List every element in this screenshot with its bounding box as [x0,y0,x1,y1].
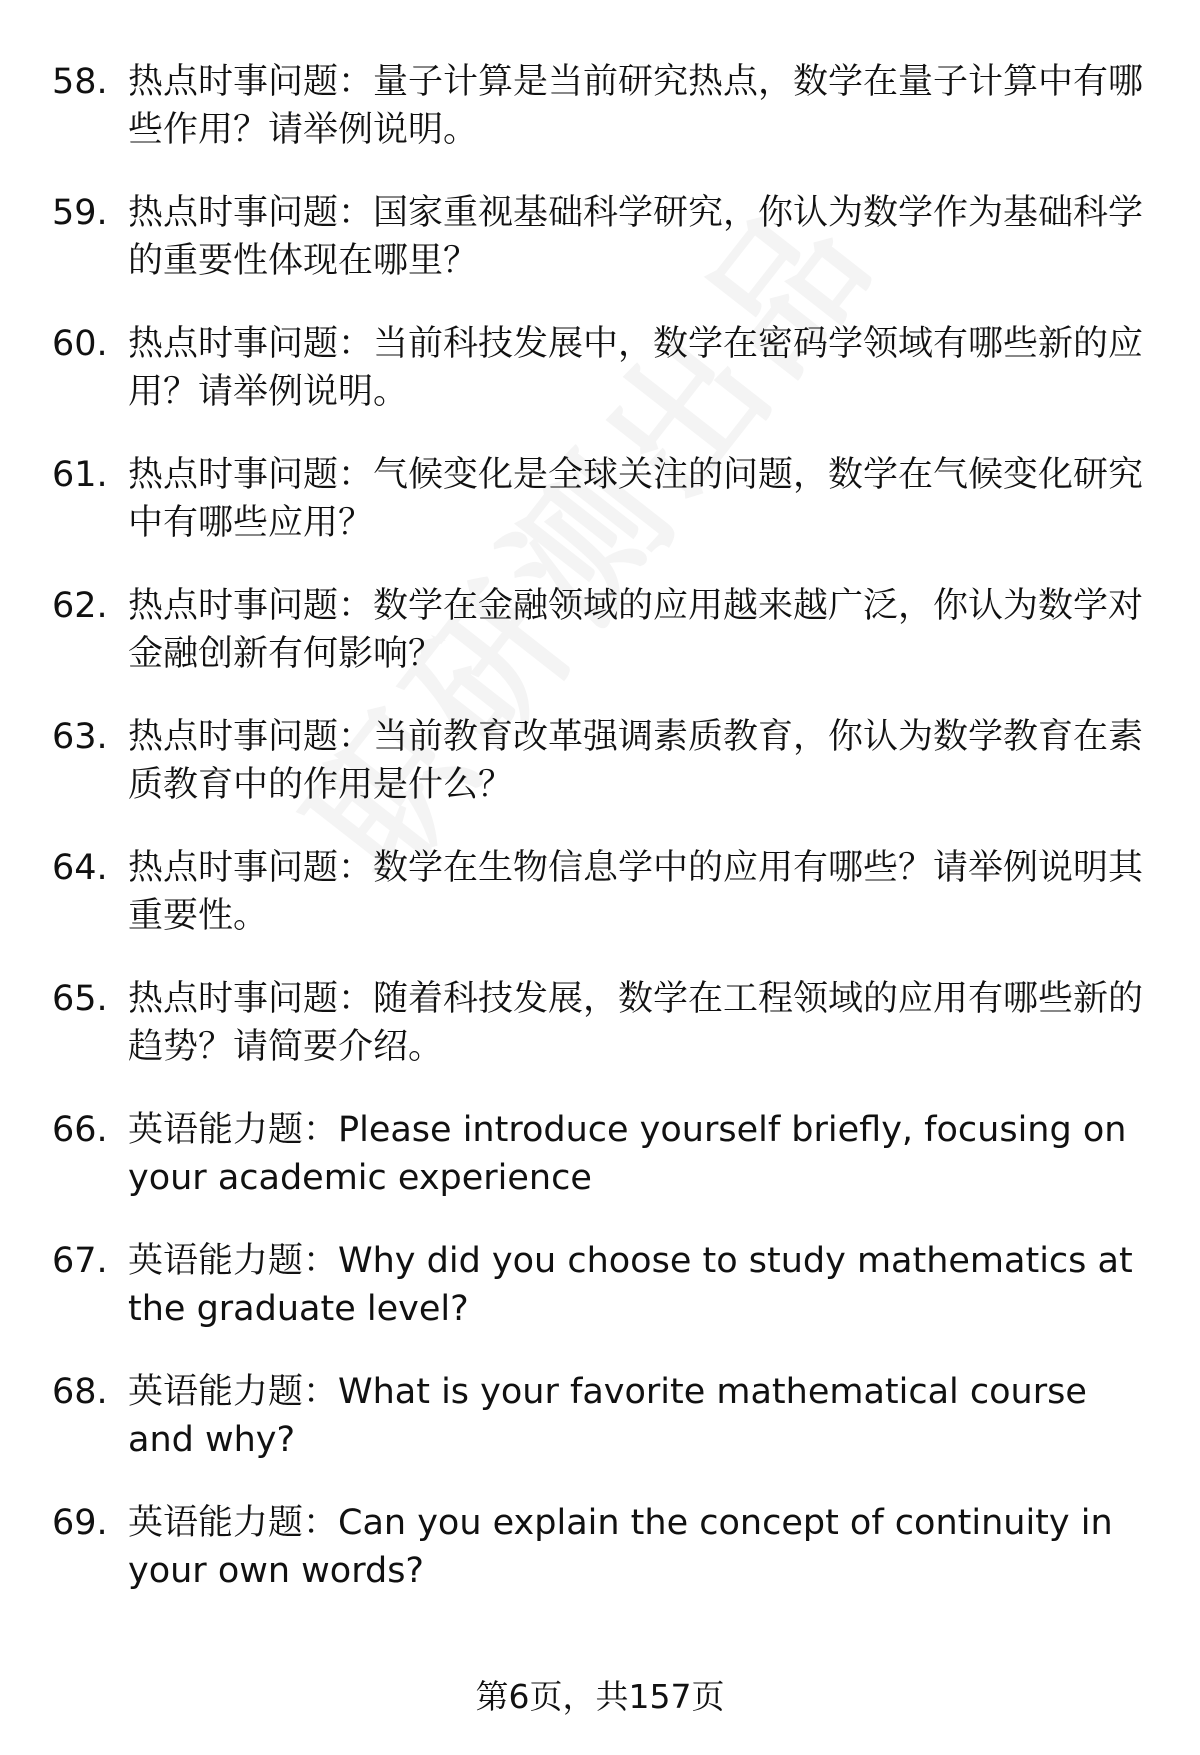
question-text: 英语能力题：Can you explain the concept of continuity in your own words? [128,1503,1113,1591]
question-text: 英语能力题：What is your favorite mathematical course and why? [128,1372,1087,1460]
question-number: 62. [52,586,108,626]
question-number: 69. [52,1503,108,1543]
question-text: 英语能力题：Why did you choose to study mathematics at the graduate level? [128,1241,1133,1329]
question-item [52,320,1148,451]
question-number: 65. [52,979,108,1019]
question-text: 热点时事问题：当前教育改革强调素质教育，你认为数学教育在素质教育中的作用是什么？ [128,717,1144,805]
question-number: 68. [52,1372,108,1412]
question-item [52,1237,1148,1368]
question-text: 热点时事问题：量子计算是当前研究热点，数学在量子计算中有哪些作用？请举例说明。 [128,62,1144,150]
question-text: 热点时事问题：随着科技发展，数学在工程领域的应用有哪些新的趋势？请简要介绍。 [128,979,1144,1067]
question-item [52,844,1148,975]
question-item [52,582,1148,713]
question-item [52,975,1148,1106]
question-item [52,1499,1148,1630]
question-number: 66. [52,1110,108,1150]
question-number: 64. [52,848,108,888]
question-item [52,189,1148,320]
question-text: 英语能力题：Please introduce yourself briefly, focusing on your academic experience [128,1110,1127,1198]
question-item [52,713,1148,844]
question-item [52,58,1148,189]
question-number: 61. [52,455,108,495]
question-item [52,1368,1148,1499]
question-number: 63. [52,717,108,757]
question-text: 热点时事问题：气候变化是全球关注的问题，数学在气候变化研究中有哪些应用？ [128,455,1144,543]
question-text: 热点时事问题：数学在金融领域的应用越来越广泛，你认为数学对金融创新有何影响？ [128,586,1144,674]
question-text: 热点时事问题：数学在生物信息学中的应用有哪些？请举例说明其重要性。 [128,848,1144,936]
question-number: 59. [52,193,108,233]
question-item [52,1106,1148,1237]
question-list [52,58,1148,1630]
question-number: 67. [52,1241,108,1281]
page-footer: 第6页，共157页 [475,1677,725,1716]
question-number: 60. [52,324,108,364]
question-text: 热点时事问题：当前科技发展中，数学在密码学领域有哪些新的应用？请举例说明。 [128,324,1144,412]
question-number: 58. [52,62,108,102]
question-item [52,451,1148,582]
question-text: 热点时事问题：国家重视基础科学研究，你认为数学作为基础科学的重要性体现在哪里？ [128,193,1144,281]
